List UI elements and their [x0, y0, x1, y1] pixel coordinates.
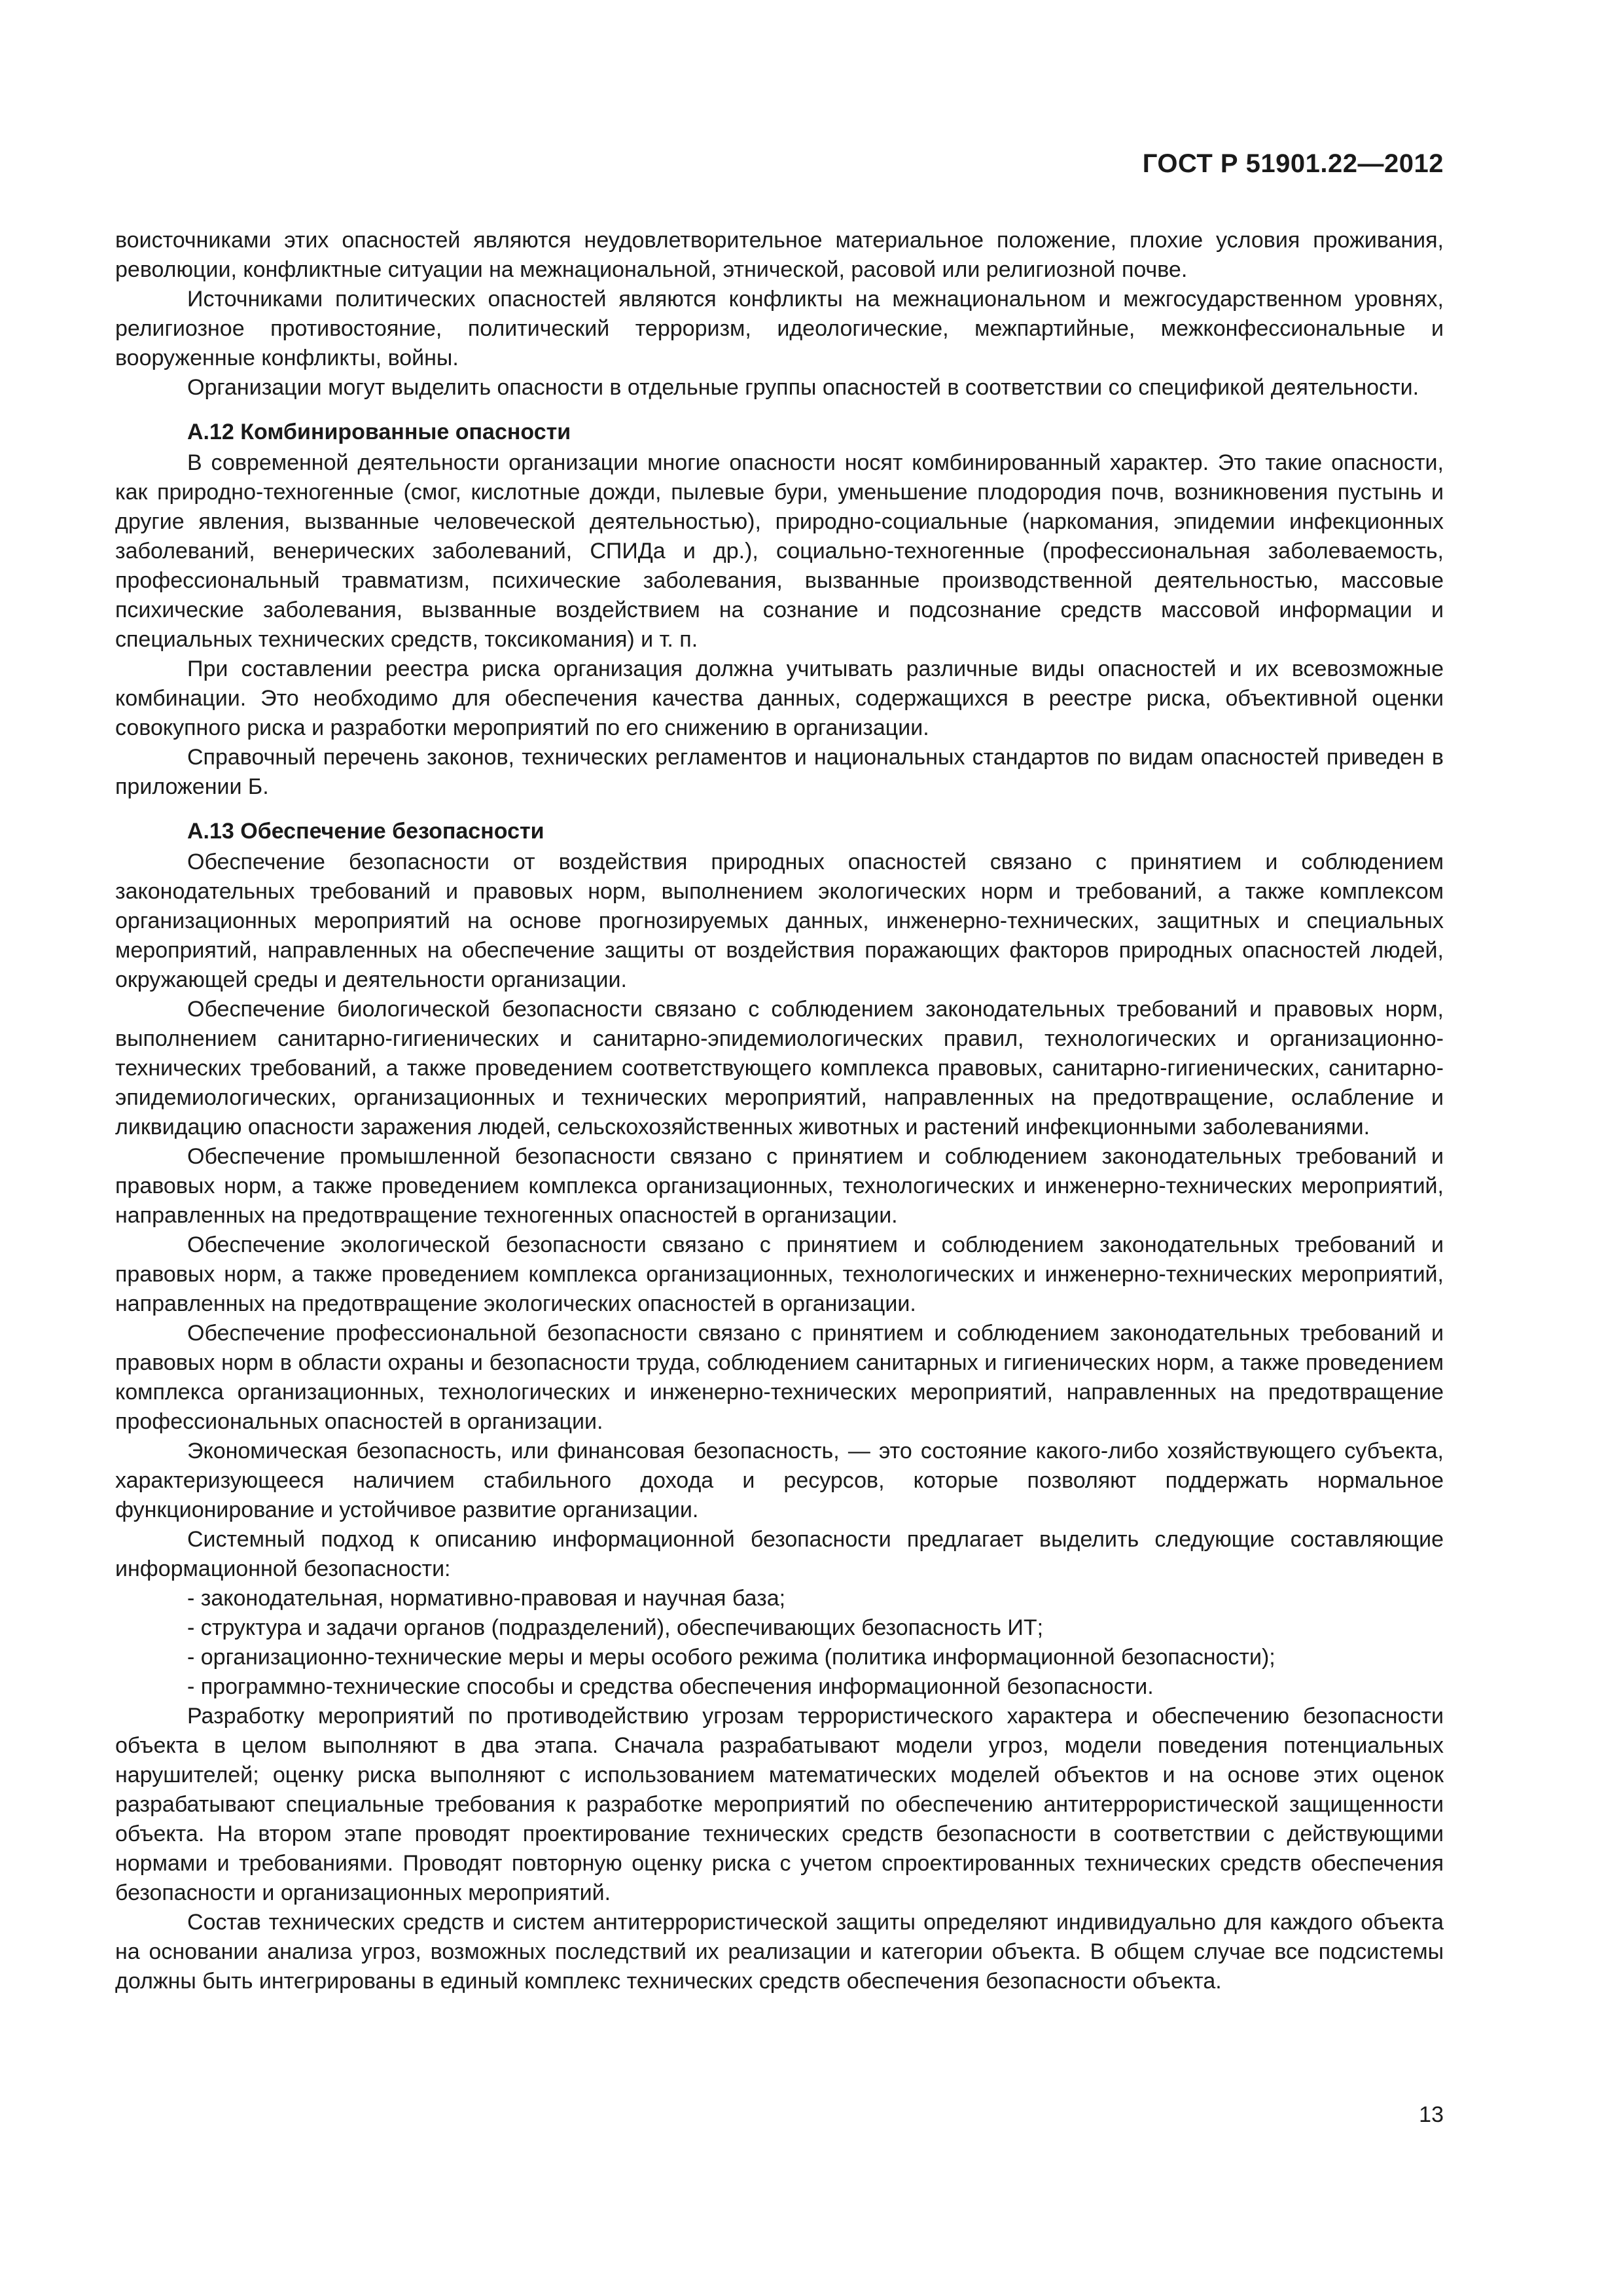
list-item: - организационно-технические меры и меры особого режима (политика информационной безопасности); — [187, 1645, 1275, 1670]
section-heading-a12: А.12 Комбинированные опасности — [187, 420, 571, 444]
page-content — [115, 226, 1444, 1996]
information-security-components-list — [115, 1584, 1444, 1702]
paragraph: Обеспечение безопасности от воздействия природных опасностей связано с принятием и соблюдением законодательных требований и правовых норм, выполнением экологических норм и требований, а также комплексом организационных мероприятий на основе прогнозируемых данных, инженерно-технических, защитных и специальных мероприятий, направленных на обеспечение защиты от воздействия поражающих факторов природных опасностей людей, окружающей среды и деятельности организации. — [115, 850, 1444, 992]
list-item: - законодательная, нормативно-правовая и научная база; — [187, 1586, 786, 1611]
document-code-header: ГОСТ Р 51901.22—2012 — [1142, 149, 1444, 178]
paragraph: Обеспечение экологической безопасности связано с принятием и соблюдением законодательных требований и правовых норм, а также проведением комплекса организационных, технологических и инженерно-технических мероприятий, направленных на предотвращение экологических опасностей в организации. — [115, 1232, 1444, 1316]
paragraph: воисточниками этих опасностей являются неудовлетворительное материальное положение, плохие условия проживания, революции, конфликтные ситуации на межнациональной, этнической, расовой или религиозной почве. — [115, 228, 1444, 282]
section-heading-a13: А.13 Обеспечение безопасности — [187, 819, 544, 844]
paragraph: Экономическая безопасность, или финансовая безопасность, — это состояние какого-либо хозяйствующего субъекта, характеризующееся наличием стабильного дохода и ресурсов, которые позволяют поддержать нормальное функционирование и устойчивое развитие организации. — [115, 1439, 1444, 1522]
list-item: - программно-технические способы и средства обеспечения информационной безопасности. — [187, 1674, 1154, 1699]
paragraph: Системный подход к описанию информационной безопасности предлагает выделить следующие составляющие информационной безопасности: — [115, 1527, 1444, 1581]
paragraph: В современной деятельности организации многие опасности носят комбинированный характер. Это такие опасности, как природно-техногенные (смог, кислотные дожди, пылевые бури, уменьшение плодородия почв, возникновения пустынь и другие явления, вызванные человеческой деятельностью), природно-социальные (наркомания, эпидемии инфекционных заболеваний, венерических заболеваний, СПИДа и др.), социально-техногенные (профессиональная заболеваемость, профессиональный травматизм, психические заболевания, вызванные производственной деятельностью, массовые психические заболевания, вызванные воздействием на сознание и подсознание средств массовой информации и специальных технических средств, токсикомания) и т. п. — [115, 450, 1444, 652]
paragraph: При составлении реестра риска организация должна учитывать различные виды опасностей и их всевозможные комбинации. Это необходимо для обеспечения качества данных, содержащихся в реестре риска, объективной оценки совокупного риска и разработки мероприятий по его снижению в организации. — [115, 656, 1444, 740]
paragraph: Источниками политических опасностей являются конфликты на межнациональном и межгосударственном уровнях, религиозное противостояние, политический терроризм, идеологические, межпартийные, межконфессиональные и вооруженные конфликты, войны. — [115, 287, 1444, 370]
paragraph: Обеспечение профессиональной безопасности связано с принятием и соблюдением законодательных требований и правовых норм в области охраны и безопасности труда, соблюдением санитарных и гигиенических норм, а также проведением комплекса организационных, технологических и инженерно-технических мероприятий, направленных на предотвращение профессиональных опасностей в организации. — [115, 1321, 1444, 1434]
paragraph: Состав технических средств и систем антитеррористической защиты определяют индивидуально для каждого объекта на основании анализа угроз, возможных последствий их реализации и категории объекта. В общем случае все подсистемы должны быть интегрированы в единый комплекс технических средств обеспечения безопасности объекта. — [115, 1910, 1444, 1994]
paragraph: Разработку мероприятий по противодействию угрозам террористического характера и обеспечению безопасности объекта в целом выполняют в два этапа. Сначала разрабатывают модели угроз, модели поведения потенциальных нарушителей; оценку риска выполняют с использованием математических моделей объектов и на основе этих оценок разрабатывают специальные требования к разработке мероприятий по обеспечению антитеррористической защищенности объекта. На втором этапе проводят проектирование технических средств безопасности в соответствии с действующими нормами и требованиями. Проводят повторную оценку риска с учетом спроектированных технических средств обеспечения безопасности и организационных мероприятий. — [115, 1704, 1444, 1905]
paragraph: Организации могут выделить опасности в отдельные группы опасностей в соответствии со спецификой деятельности. — [187, 375, 1419, 400]
page-number: 13 — [1419, 2102, 1444, 2127]
paragraph: Обеспечение биологической безопасности связано с соблюдением законодательных требований и правовых норм, выполнением санитарно-гигиенических и санитарно-эпидемиологических правил, технологических и организационно-технических требований, а также проведением соответствующего комплекса правовых, санитарно-гигиенических, санитарно-эпидемиологических, организационных и технических мероприятий, направленных на предотвращение, ослабление и ликвидацию опасности заражения людей, сельскохозяйственных животных и растений инфекционными заболеваниями. — [115, 997, 1444, 1139]
paragraph: Обеспечение промышленной безопасности связано с принятием и соблюдением законодательных требований и правовых норм, а также проведением комплекса организационных, технологических и инженерно-технических мероприятий, направленных на предотвращение техногенных опасностей в организации. — [115, 1144, 1444, 1228]
paragraph: Справочный перечень законов, технических регламентов и национальных стандартов по видам опасностей приведен в приложении Б. — [115, 745, 1444, 799]
list-item: - структура и задачи органов (подразделений), обеспечивающих безопасность ИТ; — [187, 1615, 1044, 1640]
